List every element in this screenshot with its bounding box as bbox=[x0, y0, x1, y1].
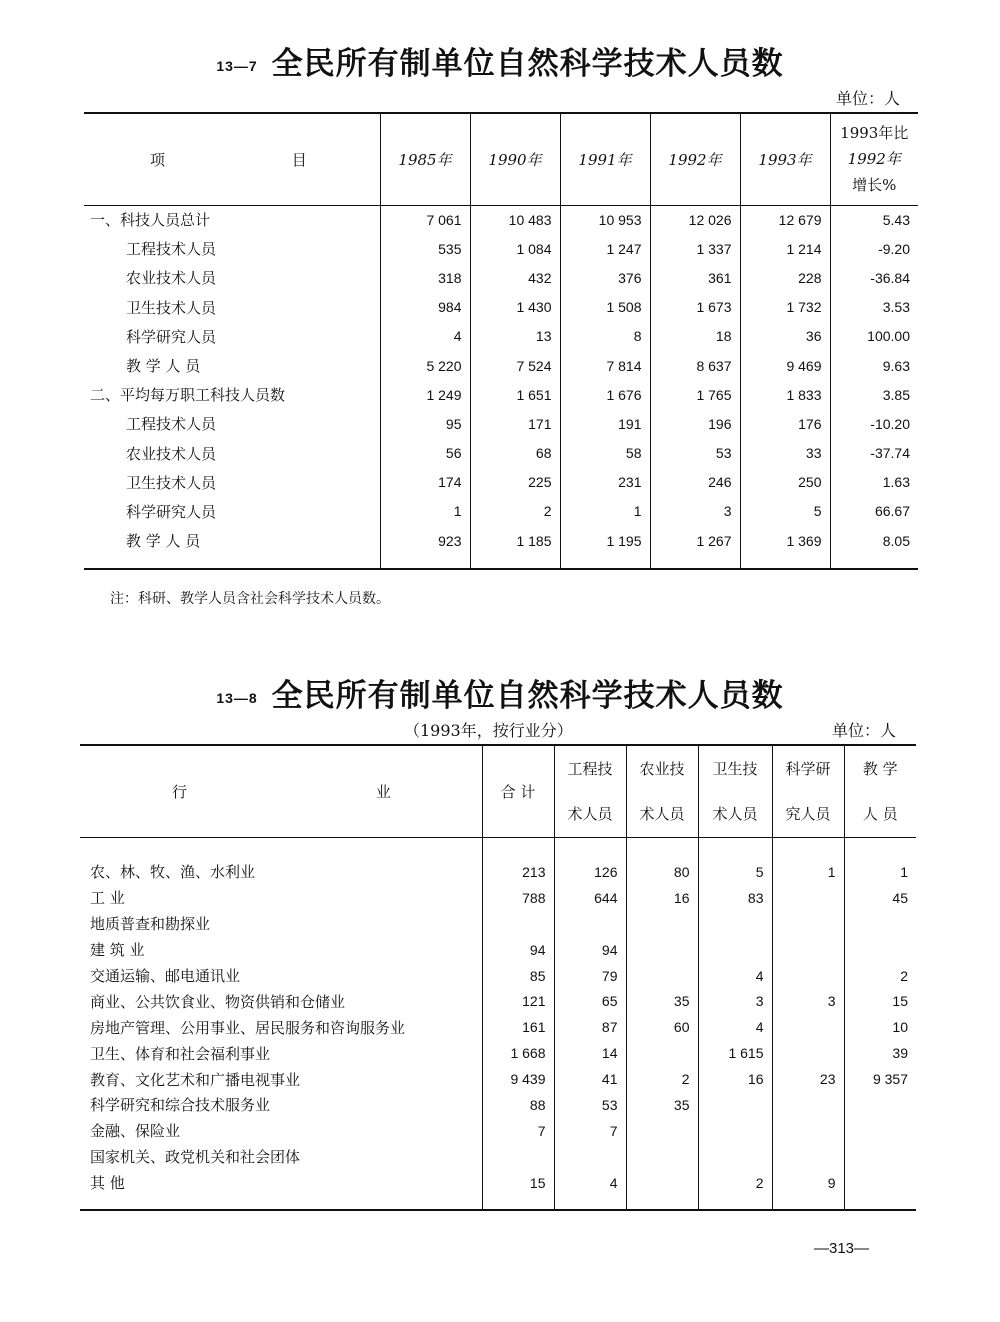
row-label: 科学研究人员 bbox=[84, 497, 380, 526]
header-col-bottom: 术人员 bbox=[626, 791, 698, 837]
value-cell bbox=[844, 1144, 916, 1170]
header-col-top: 工程技 bbox=[554, 745, 626, 791]
year-value-cell: 56 bbox=[380, 439, 470, 468]
year-value-cell: 1 bbox=[380, 497, 470, 526]
value-cell bbox=[698, 911, 772, 937]
growth-value-cell: 66.67 bbox=[874, 503, 910, 520]
header-year: 1990年 bbox=[470, 113, 560, 205]
table-row bbox=[84, 263, 918, 292]
row-label: 卫生技术人员 bbox=[84, 468, 380, 497]
value-cell: 83 bbox=[698, 885, 772, 911]
row-label: 教 学 人 员 bbox=[84, 351, 380, 380]
value-cell bbox=[626, 1170, 698, 1196]
year-value-cell: 33 bbox=[740, 439, 830, 468]
year-value-cell: 7 524 bbox=[470, 351, 560, 380]
table-row bbox=[84, 234, 918, 263]
value-cell bbox=[554, 1144, 626, 1170]
year-value-cell: 984 bbox=[380, 293, 470, 322]
header-year: 1985年 bbox=[380, 113, 470, 205]
table-row bbox=[84, 351, 918, 380]
industry-label: 建 筑 业 bbox=[80, 937, 482, 963]
table-row bbox=[80, 1118, 916, 1144]
table-row bbox=[84, 409, 918, 438]
value-cell bbox=[698, 1144, 772, 1170]
value-cell bbox=[844, 911, 916, 937]
year-value-cell: 8 bbox=[560, 322, 650, 351]
value-cell bbox=[626, 1040, 698, 1066]
year-value-cell: 1 214 bbox=[740, 234, 830, 263]
industry-label: 农、林、牧、渔、水利业 bbox=[80, 859, 482, 885]
header-year: 1993年 bbox=[740, 113, 830, 205]
table-row bbox=[84, 322, 918, 351]
row-label: 农业技术人员 bbox=[84, 263, 380, 292]
year-value-cell: 171 bbox=[470, 409, 560, 438]
unit-label: 单位：人 bbox=[836, 89, 901, 108]
value-cell: 53 bbox=[554, 1092, 626, 1118]
year-value-cell: 1 084 bbox=[470, 234, 560, 263]
table-13-7-title bbox=[0, 38, 1000, 83]
year-value-cell: 10 953 bbox=[560, 205, 650, 234]
value-cell: 45 bbox=[892, 889, 908, 906]
year-value-cell: 1 249 bbox=[380, 380, 470, 409]
table-header-row bbox=[80, 745, 916, 791]
total-value-cell: 15 bbox=[482, 1170, 554, 1196]
header-industry-right: 业 bbox=[375, 782, 391, 801]
industry-label: 教育、文化艺术和广播电视事业 bbox=[80, 1066, 482, 1092]
year-value-cell: 12 679 bbox=[740, 205, 830, 234]
table-row bbox=[80, 1014, 916, 1040]
table-number: 13—8 bbox=[216, 689, 258, 706]
year-value-cell: 95 bbox=[380, 409, 470, 438]
value-cell bbox=[844, 937, 916, 963]
growth-value-cell: 3.85 bbox=[882, 386, 910, 403]
header-col-bottom: 术人员 bbox=[698, 791, 772, 837]
year-value-cell: 535 bbox=[380, 234, 470, 263]
value-cell: 94 bbox=[554, 937, 626, 963]
growth-value-cell: -36.84 bbox=[870, 269, 910, 286]
year-value-cell: 1 185 bbox=[470, 526, 560, 555]
industry-label: 地质普查和勘探业 bbox=[80, 911, 482, 937]
year-value-cell: 174 bbox=[380, 468, 470, 497]
industry-label: 工 业 bbox=[80, 885, 482, 911]
year-value-cell: 196 bbox=[650, 409, 740, 438]
value-cell: 2 bbox=[698, 1170, 772, 1196]
industry-label: 卫生、体育和社会福利事业 bbox=[80, 1040, 482, 1066]
year-value-cell: 8 637 bbox=[650, 351, 740, 380]
header-growth-line-1: 1993年比 bbox=[840, 124, 909, 143]
header-item-left: 项 bbox=[150, 150, 166, 169]
value-cell: 79 bbox=[554, 963, 626, 989]
total-value-cell bbox=[482, 1144, 554, 1170]
value-cell bbox=[698, 1092, 772, 1118]
table-13-8 bbox=[80, 744, 916, 1211]
value-cell: 23 bbox=[772, 1066, 844, 1092]
value-cell: 5 bbox=[698, 859, 772, 885]
value-cell: 3 bbox=[698, 988, 772, 1014]
year-value-cell: 432 bbox=[470, 263, 560, 292]
year-value-cell: 1 337 bbox=[650, 234, 740, 263]
row-label: 卫生技术人员 bbox=[84, 293, 380, 322]
value-cell bbox=[772, 1144, 844, 1170]
header-total: 合 计 bbox=[482, 745, 554, 837]
year-value-cell: 361 bbox=[650, 263, 740, 292]
table-row bbox=[80, 859, 916, 885]
value-cell bbox=[554, 911, 626, 937]
value-cell bbox=[698, 937, 772, 963]
year-value-cell: 1 430 bbox=[470, 293, 560, 322]
growth-value-cell: 100.00 bbox=[867, 328, 910, 345]
header-growth-line-3: 增长% bbox=[852, 176, 897, 195]
total-value-cell: 788 bbox=[482, 885, 554, 911]
year-value-cell: 58 bbox=[560, 439, 650, 468]
value-cell: 35 bbox=[626, 1092, 698, 1118]
table-row bbox=[80, 911, 916, 937]
table-row bbox=[84, 205, 918, 234]
value-cell: 14 bbox=[554, 1040, 626, 1066]
growth-value-cell: 5.43 bbox=[882, 211, 910, 228]
year-value-cell: 1 369 bbox=[740, 526, 830, 555]
year-value-cell: 2 bbox=[470, 497, 560, 526]
year-value-cell: 18 bbox=[650, 322, 740, 351]
unit-label: 单位：人 bbox=[832, 721, 897, 740]
table-row bbox=[80, 1092, 916, 1118]
page-number: —313— bbox=[814, 1240, 870, 1257]
header-item bbox=[84, 113, 380, 205]
title-text: 全民所有制单位自然科学技术人员数 bbox=[271, 46, 784, 82]
value-cell bbox=[844, 1092, 916, 1118]
year-value-cell: 225 bbox=[470, 468, 560, 497]
year-value-cell: 1 732 bbox=[740, 293, 830, 322]
header-col-top: 卫生技 bbox=[698, 745, 772, 791]
value-cell bbox=[626, 911, 698, 937]
value-cell: 4 bbox=[554, 1170, 626, 1196]
year-value-cell: 36 bbox=[740, 322, 830, 351]
row-label: 农业技术人员 bbox=[84, 439, 380, 468]
header-col-bottom: 究人员 bbox=[772, 791, 844, 837]
value-cell: 4 bbox=[698, 1014, 772, 1040]
year-value-cell: 191 bbox=[560, 409, 650, 438]
value-cell: 41 bbox=[554, 1066, 626, 1092]
table-row bbox=[84, 439, 918, 468]
value-cell: 1 bbox=[900, 863, 908, 880]
value-cell bbox=[844, 1170, 916, 1196]
value-cell bbox=[772, 963, 844, 989]
header-col-bottom: 术人员 bbox=[554, 791, 626, 837]
value-cell bbox=[698, 1118, 772, 1144]
value-cell bbox=[772, 937, 844, 963]
row-label: 工程技术人员 bbox=[84, 409, 380, 438]
year-value-cell: 1 bbox=[560, 497, 650, 526]
industry-label: 科学研究和综合技术服务业 bbox=[80, 1092, 482, 1118]
table-row bbox=[80, 1144, 916, 1170]
year-value-cell: 7 061 bbox=[380, 205, 470, 234]
growth-value-cell: -9.20 bbox=[878, 240, 910, 257]
year-value-cell: 1 676 bbox=[560, 380, 650, 409]
value-cell: 60 bbox=[626, 1014, 698, 1040]
value-cell bbox=[626, 1118, 698, 1144]
value-cell: 65 bbox=[554, 988, 626, 1014]
year-value-cell: 1 833 bbox=[740, 380, 830, 409]
year-value-cell: 1 508 bbox=[560, 293, 650, 322]
subtitle: （1993年，按行业分） bbox=[404, 721, 573, 740]
row-label: 科学研究人员 bbox=[84, 322, 380, 351]
table-row bbox=[84, 526, 918, 555]
total-value-cell: 94 bbox=[482, 937, 554, 963]
table-row bbox=[80, 1170, 916, 1196]
year-value-cell: 68 bbox=[470, 439, 560, 468]
year-value-cell: 5 220 bbox=[380, 351, 470, 380]
header-industry bbox=[80, 745, 482, 837]
header-year: 1991年 bbox=[560, 113, 650, 205]
table-row bbox=[84, 497, 918, 526]
growth-value-cell: 1.63 bbox=[882, 474, 910, 491]
year-value-cell: 228 bbox=[740, 263, 830, 292]
value-cell: 1 bbox=[772, 859, 844, 885]
year-value-cell: 1 673 bbox=[650, 293, 740, 322]
table-row bbox=[84, 293, 918, 322]
total-value-cell: 9 439 bbox=[482, 1066, 554, 1092]
industry-label: 其 他 bbox=[80, 1170, 482, 1196]
total-value-cell: 1 668 bbox=[482, 1040, 554, 1066]
header-col-top: 科学研 bbox=[772, 745, 844, 791]
industry-label: 交通运输、邮电通讯业 bbox=[80, 963, 482, 989]
table-row bbox=[80, 1066, 916, 1092]
value-cell: 87 bbox=[554, 1014, 626, 1040]
growth-value-cell: 8.05 bbox=[882, 532, 910, 549]
year-value-cell: 3 bbox=[650, 497, 740, 526]
year-value-cell: 7 814 bbox=[560, 351, 650, 380]
year-value-cell: 250 bbox=[740, 468, 830, 497]
value-cell bbox=[772, 1014, 844, 1040]
table-13-8-title bbox=[0, 670, 1000, 715]
value-cell: 3 bbox=[772, 988, 844, 1014]
table-row bbox=[84, 468, 918, 497]
year-value-cell: 12 026 bbox=[650, 205, 740, 234]
value-cell bbox=[772, 911, 844, 937]
total-value-cell: 85 bbox=[482, 963, 554, 989]
value-cell: 39 bbox=[892, 1045, 908, 1062]
year-value-cell: 923 bbox=[380, 526, 470, 555]
value-cell bbox=[844, 1118, 916, 1144]
value-cell bbox=[626, 963, 698, 989]
value-cell: 10 bbox=[892, 1019, 908, 1036]
footnote: 注：科研、教学人员含社会科学技术人员数。 bbox=[110, 591, 390, 607]
year-value-cell: 5 bbox=[740, 497, 830, 526]
row-label: 二、平均每万职工科技人员数 bbox=[84, 380, 380, 409]
year-value-cell: 13 bbox=[470, 322, 560, 351]
header-growth bbox=[830, 113, 918, 205]
value-cell: 9 357 bbox=[872, 1071, 908, 1088]
total-value-cell: 7 bbox=[482, 1118, 554, 1144]
header-col-top: 教 学 bbox=[862, 760, 898, 778]
table-header-row bbox=[84, 113, 918, 205]
year-value-cell: 246 bbox=[650, 468, 740, 497]
year-value-cell: 9 469 bbox=[740, 351, 830, 380]
value-cell: 126 bbox=[554, 859, 626, 885]
industry-label: 金融、保险业 bbox=[80, 1118, 482, 1144]
value-cell: 80 bbox=[626, 859, 698, 885]
value-cell bbox=[772, 1118, 844, 1144]
value-cell: 2 bbox=[900, 967, 908, 984]
year-value-cell: 1 267 bbox=[650, 526, 740, 555]
year-value-cell: 176 bbox=[740, 409, 830, 438]
industry-label: 商业、公共饮食业、物资供销和仓储业 bbox=[80, 988, 482, 1014]
year-value-cell: 318 bbox=[380, 263, 470, 292]
header-item-right: 目 bbox=[291, 150, 307, 169]
header-col-bottom: 人 员 bbox=[862, 805, 898, 824]
growth-value-cell: 3.53 bbox=[882, 299, 910, 316]
value-cell bbox=[626, 1144, 698, 1170]
growth-value-cell: -10.20 bbox=[870, 415, 910, 432]
value-cell bbox=[772, 885, 844, 911]
header-col-top: 农业技 bbox=[626, 745, 698, 791]
table-row bbox=[80, 885, 916, 911]
row-label: 一、科技人员总计 bbox=[84, 205, 380, 234]
table-row bbox=[80, 988, 916, 1014]
value-cell: 35 bbox=[626, 988, 698, 1014]
header-industry-left: 行 bbox=[172, 782, 188, 801]
year-value-cell: 10 483 bbox=[470, 205, 560, 234]
value-cell: 16 bbox=[626, 885, 698, 911]
year-value-cell: 1 765 bbox=[650, 380, 740, 409]
table-row bbox=[80, 963, 916, 989]
industry-label: 房地产管理、公用事业、居民服务和咨询服务业 bbox=[80, 1014, 482, 1040]
value-cell: 1 615 bbox=[698, 1040, 772, 1066]
industry-label: 国家机关、政党机关和社会团体 bbox=[80, 1144, 482, 1170]
total-value-cell: 161 bbox=[482, 1014, 554, 1040]
table-row bbox=[84, 380, 918, 409]
year-value-cell: 4 bbox=[380, 322, 470, 351]
value-cell bbox=[626, 937, 698, 963]
year-value-cell: 376 bbox=[560, 263, 650, 292]
year-value-cell: 53 bbox=[650, 439, 740, 468]
value-cell: 16 bbox=[698, 1066, 772, 1092]
value-cell: 15 bbox=[892, 993, 908, 1010]
year-value-cell: 1 651 bbox=[470, 380, 560, 409]
row-label: 工程技术人员 bbox=[84, 234, 380, 263]
value-cell bbox=[772, 1092, 844, 1118]
table-row bbox=[80, 1040, 916, 1066]
value-cell: 4 bbox=[698, 963, 772, 989]
value-cell: 644 bbox=[554, 885, 626, 911]
total-value-cell: 121 bbox=[482, 988, 554, 1014]
total-value-cell bbox=[482, 911, 554, 937]
value-cell: 9 bbox=[772, 1170, 844, 1196]
year-value-cell: 231 bbox=[560, 468, 650, 497]
year-value-cell: 1 247 bbox=[560, 234, 650, 263]
value-cell bbox=[772, 1040, 844, 1066]
total-value-cell: 213 bbox=[482, 859, 554, 885]
table-13-7 bbox=[84, 112, 918, 570]
row-label: 教 学 人 员 bbox=[84, 526, 380, 555]
value-cell: 7 bbox=[554, 1118, 626, 1144]
header-year: 1992年 bbox=[650, 113, 740, 205]
title-text: 全民所有制单位自然科学技术人员数 bbox=[271, 678, 784, 714]
table-row bbox=[80, 937, 916, 963]
year-value-cell: 1 195 bbox=[560, 526, 650, 555]
total-value-cell: 88 bbox=[482, 1092, 554, 1118]
growth-value-cell: -37.74 bbox=[870, 445, 910, 462]
growth-value-cell: 9.63 bbox=[882, 357, 910, 374]
value-cell: 2 bbox=[626, 1066, 698, 1092]
header-growth-line-2: 1992年 bbox=[847, 150, 901, 169]
table-number: 13—7 bbox=[216, 57, 258, 74]
